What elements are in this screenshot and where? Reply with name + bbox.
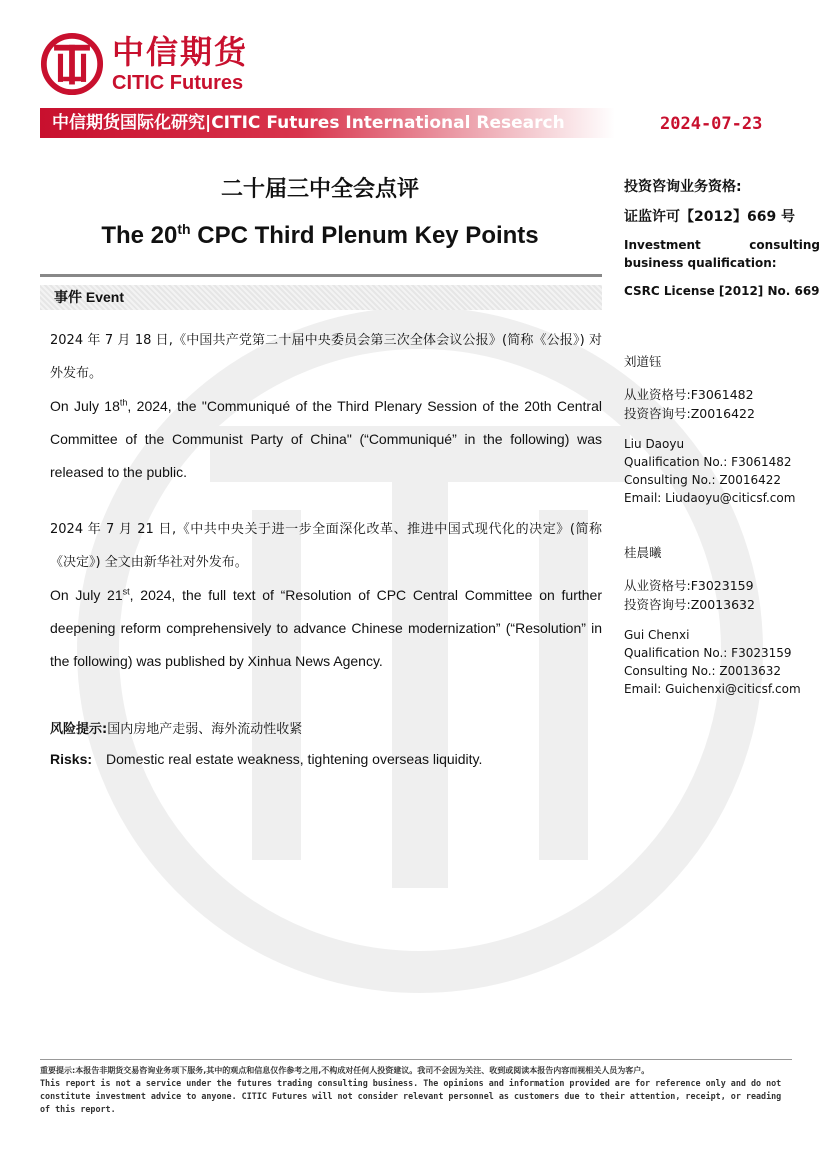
qualification-cn-label: 投资咨询业务资格: (624, 179, 742, 195)
analyst-sidebar (624, 172, 820, 698)
analyst-qual-en: Qualification No.: F3061482 (624, 455, 792, 469)
brand-name-en: CITIC Futures (112, 72, 244, 94)
analyst-name-cn: 刘道钰 (624, 354, 662, 369)
report-date: 2024-07-23 (660, 114, 763, 134)
risk-note-cn: 风险提示:国内房地产走弱、海外流动性收紧 (50, 722, 303, 737)
main-content (50, 324, 602, 678)
qualification-en-license: CSRC License [2012] No. 669 (624, 284, 820, 298)
analyst-consult-en: Consulting No.: Z0013632 (624, 664, 782, 678)
analyst-name-en: Gui Chenxi (624, 628, 690, 642)
qualification-cn-license: 证监许可【2012】669 号 (624, 209, 796, 225)
disclaimer-en: This report is not a service under the futures trading consulting business. The opinions and information provided are for reference only and do not constitute investment advice to anyone. CITIC Futures will not consider relevant personnel as customers due to their attention, receipt, or reading of this report. (40, 1078, 782, 1114)
event-section-header: 事件 Event (40, 285, 602, 310)
paragraph-resolution-en: On July 21st, 2024, the full text of “Resolution of CPC Central Committee on further deepening reform comprehensively to advance Chinese modernization” (“Resolution” in the following) was published by Xinhua News Agency. (50, 586, 602, 669)
brand-name-cn: 中信期货 (112, 33, 249, 71)
risk-note-en: Risks: Domestic real estate weakness, tightening overseas liquidity. (50, 751, 483, 767)
analyst-qual-en: Qualification No.: F3023159 (624, 646, 792, 660)
qualification-en-label: Investment consulting business qualification: (624, 238, 820, 270)
analyst-qual-cn: 从业资格号:F3023159 (624, 578, 754, 593)
analyst-name-cn: 桂晨曦 (624, 545, 662, 560)
analyst-consult-cn: 投资咨询号:Z0013632 (624, 597, 755, 612)
analyst-name-en: Liu Daoyu (624, 437, 685, 451)
paragraph-resolution-cn: 2024 年 7 月 21 日,《中共中央关于进一步全面深化改革、推进中国式现代化的决定》(简称《决定》) 全文由新华社对外发布。 (50, 522, 602, 570)
brand-logo (40, 32, 248, 96)
disclaimer-cn: 重要提示:本报告非期货交易咨询业务项下服务,其中的观点和信息仅作参考之用,不构成对任何人投资建议。我司不会因为关注、收到或阅读本报告内容而视相关人员为客户。 (40, 1066, 650, 1075)
analyst-qual-cn: 从业资格号:F3061482 (624, 387, 754, 402)
analyst-email[interactable]: Email: Guichenxi@citicsf.com (624, 682, 801, 696)
analyst-consult-en: Consulting No.: Z0016422 (624, 473, 782, 487)
footer-divider (40, 1059, 792, 1060)
title-divider (40, 274, 602, 277)
research-banner: 中信期货国际化研究|CITIC Futures International Research (40, 108, 615, 138)
report-title-en: The 20th CPC Third Plenum Key Points (101, 221, 539, 249)
citic-logo-icon (40, 32, 104, 96)
analyst-card (624, 352, 820, 507)
analyst-email[interactable]: Email: Liudaoyu@citicsf.com (624, 491, 796, 505)
paragraph-communique-en: On July 18th, 2024, the "Communiqué of the Third Plenary Session of the 20th Central Committee of the Communist Party of China" (“Communiqué” in the following) was released to the public. (50, 397, 602, 480)
analyst-consult-cn: 投资咨询号:Z0016422 (624, 406, 755, 421)
footer-disclaimer (40, 1064, 792, 1116)
analyst-card (624, 543, 820, 698)
paragraph-communique-cn: 2024 年 7 月 18 日,《中国共产党第二十届中央委员会第三次全体会议公报》(简称《公报》) 对外发布。 (50, 333, 602, 381)
report-title-cn: 二十届三中全会点评 (220, 177, 419, 202)
